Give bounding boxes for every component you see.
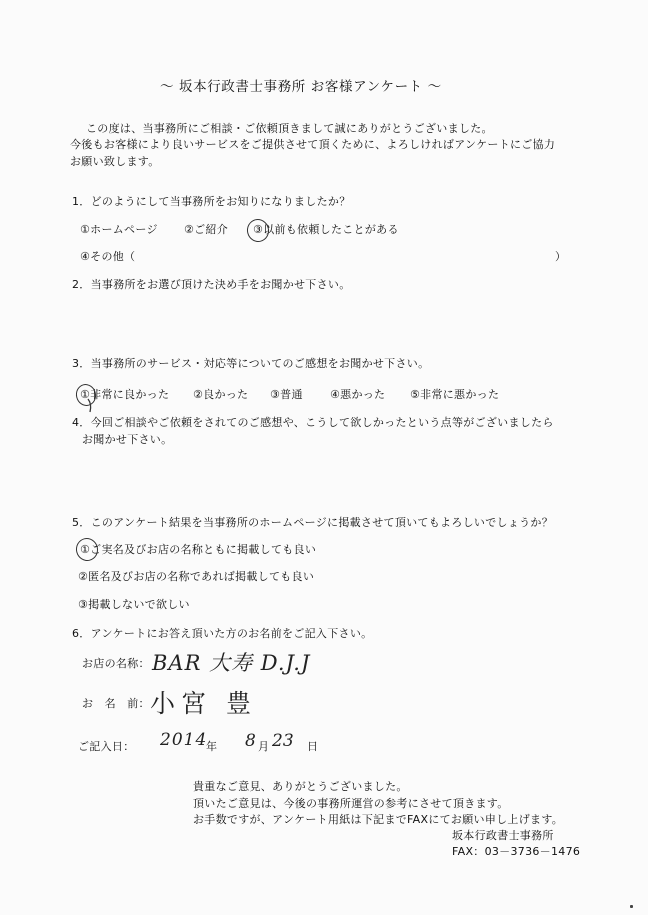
q1-option-other[interactable]: ④その他（	[80, 250, 136, 263]
footer-line-1: 貴重なご意見、ありがとうございました。	[193, 780, 408, 793]
q3-option-2[interactable]: ②良かった	[193, 388, 249, 401]
date-day-unit: 日	[307, 740, 319, 753]
name-label: お 名 前：	[82, 697, 150, 710]
q3-option-5[interactable]: ⑤非常に悪かった	[410, 388, 500, 401]
q3-question: 3．当事務所のサービス・対応等についてのご感想をお聞かせ下さい。	[72, 357, 430, 370]
q5-question: 5．このアンケート結果を当事務所のホームページに掲載させて頂いてもよろしいでしょうか？	[72, 516, 554, 529]
survey-title: ～ 坂本行政書士事務所 お客様アンケート ～	[160, 79, 442, 95]
q5-option-2[interactable]: ②匿名及びお店の名称であれば掲載しても良い	[78, 570, 315, 583]
date-year-value[interactable]: 2014	[160, 730, 208, 750]
footer-line-3: お手数ですが、アンケート用紙は下記までFAXにてお願い申し上げます。	[193, 813, 564, 826]
date-month-unit: 月	[258, 740, 270, 753]
q5-option-1[interactable]: ①ご実名及びお店の名称ともに掲載しても良い	[80, 543, 317, 556]
q5-option-3[interactable]: ③掲載しないで欲しい	[78, 598, 190, 611]
shop-name-label: お店の名称：	[82, 657, 150, 670]
intro-line-2: 今後もお客様により良いサービスをご提供させて頂くために、よろしければアンケートにご協力	[70, 138, 556, 151]
footer-fax: FAX：03－3736－1476	[452, 845, 581, 858]
date-year-unit: 年	[206, 740, 218, 753]
q3-option-1[interactable]: ①非常に良かった	[80, 388, 170, 401]
q1-selection-circle	[245, 217, 272, 245]
q6-question: 6．アンケートにお答え頂いた方のお名前をご記入下さい。	[72, 627, 373, 640]
q1-other-close: ）	[555, 250, 567, 263]
shop-name-value[interactable]: BAR 大寿 D.J.J	[152, 651, 311, 675]
q5-selection-circle	[74, 536, 101, 564]
footer-line-2: 頂いたご意見は、今後の事務所運営の参考にさせて頂きます。	[193, 797, 509, 810]
intro-line-3: お願い致します。	[70, 155, 160, 168]
q3-option-4[interactable]: ④悪かった	[330, 388, 386, 401]
intro-line-1: この度は、当事務所にご相談・ご依頼頂きまして誠にありがとうございました。	[86, 122, 493, 135]
date-month-value[interactable]: 8	[245, 731, 256, 751]
q1-question: 1．どのようにして当事務所をお知りになりましたか？	[72, 195, 351, 208]
name-value[interactable]: 小宮 豊	[150, 689, 257, 718]
q2-question: 2．当事務所をお選び頂けた決め手をお聞かせ下さい。	[72, 278, 351, 291]
q3-pen-stroke	[84, 398, 98, 414]
scan-speck	[630, 905, 633, 908]
footer-office-name: 坂本行政書士事務所	[452, 829, 554, 842]
q1-option-2[interactable]: ②ご紹介	[184, 223, 229, 236]
q4-question-line-1: 4．今回ご相談やご依頼をされてのご感想や、こうして欲しかったという点等がございましたら	[72, 416, 554, 429]
date-day-value[interactable]: 23	[272, 731, 294, 751]
q1-option-3[interactable]: ③以前も依頼したことがある	[253, 223, 399, 236]
q1-option-1[interactable]: ①ホームページ	[80, 223, 158, 236]
date-label: ご記入日：	[78, 740, 135, 753]
q3-option-3[interactable]: ③普通	[270, 388, 303, 401]
q4-question-line-2: お聞かせ下さい。	[82, 433, 173, 446]
